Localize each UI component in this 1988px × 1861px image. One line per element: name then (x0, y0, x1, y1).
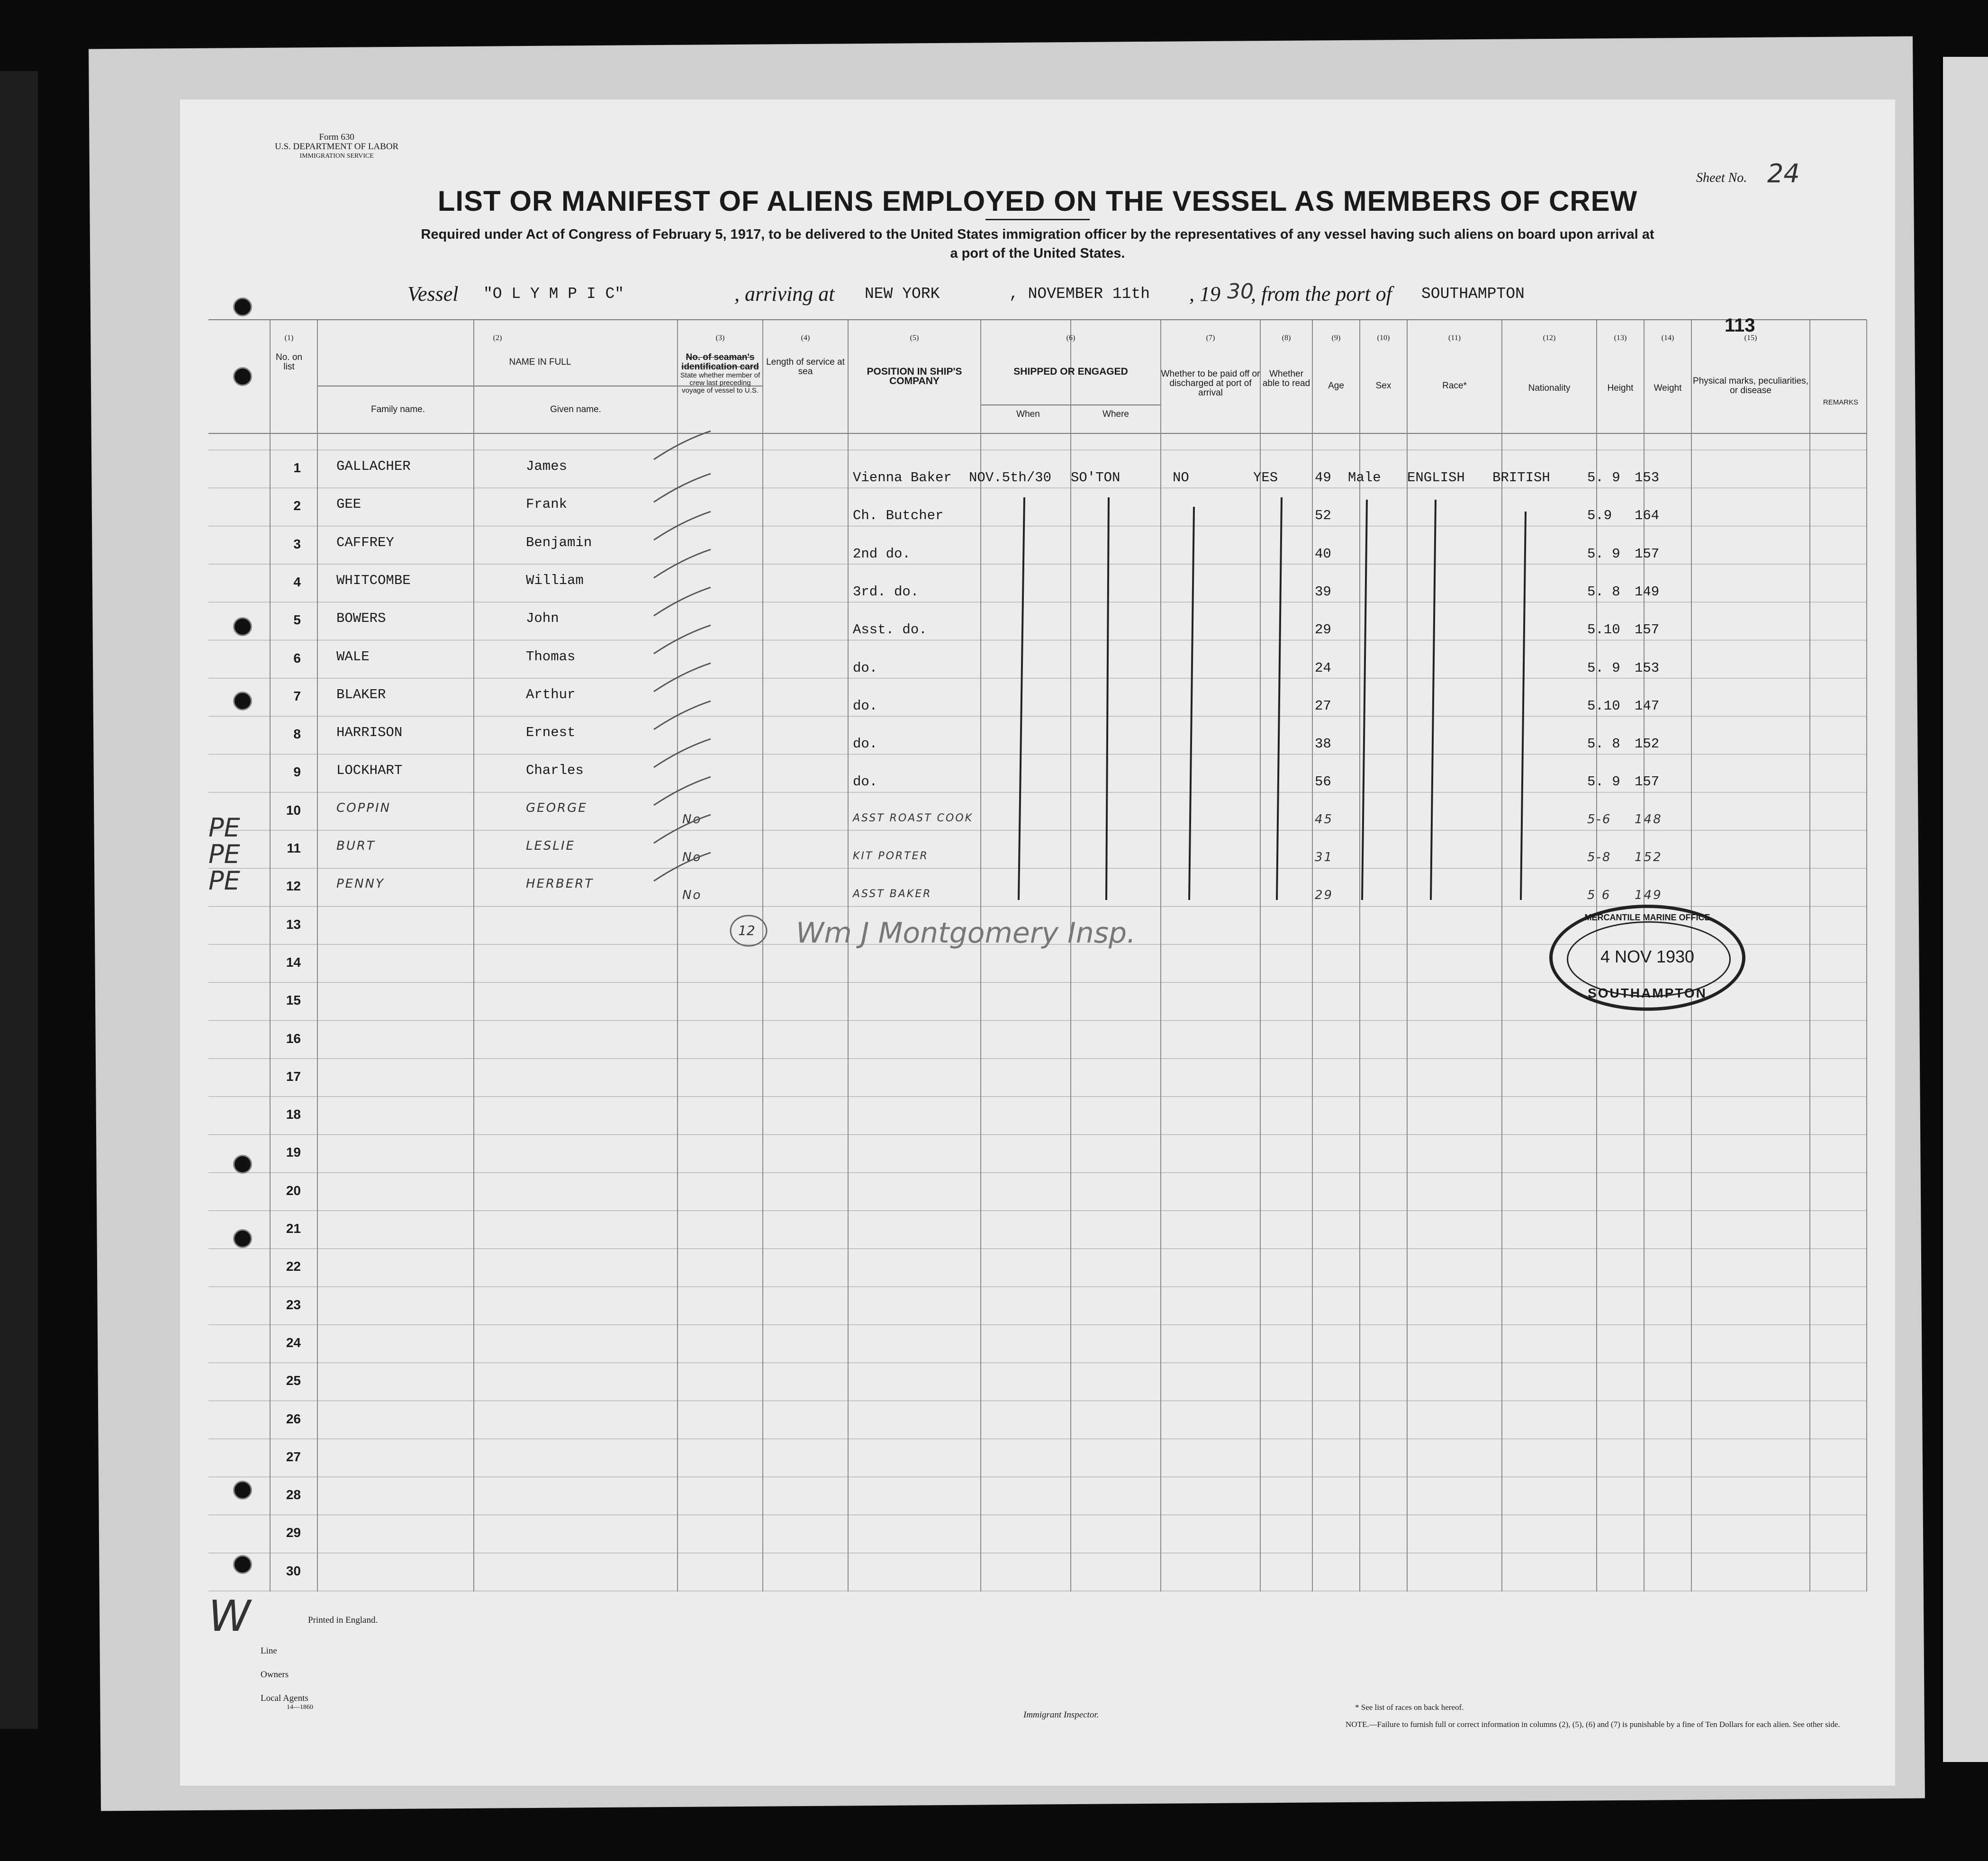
punch-hole (233, 367, 252, 386)
hdr-sex: Sex (1375, 381, 1392, 391)
column-number: (11) (1448, 334, 1461, 342)
position-cell: KIT PORTER (853, 850, 929, 862)
hdr-id-card-note: State whether member of crew last preceding voyage of vessel to U.S. (680, 371, 760, 395)
column-number: (12) (1543, 334, 1556, 342)
age-cell: 45 (1315, 812, 1334, 827)
hdr-paid-off: Whether to be paid off or discharged at port of arrival (1161, 369, 1260, 398)
weight-cell: 153 (1635, 660, 1660, 676)
hdr-name-in-full: NAME IN FULL (509, 357, 571, 367)
column-number: (7) (1206, 334, 1215, 342)
position-cell: ASST BAKER (853, 888, 932, 900)
manifest-number: 113 (1725, 315, 1755, 336)
age-cell: 27 (1315, 698, 1331, 714)
margin-mark-3: PE (208, 866, 240, 896)
row-number: 23 (286, 1297, 301, 1312)
margin-marks (208, 815, 246, 894)
shipped-when-cell: NOV.5th/30 (969, 470, 1052, 485)
film-edge-right (1940, 57, 1988, 1762)
weight-cell: 147 (1635, 698, 1660, 714)
height-cell: 5-6 (1587, 812, 1612, 827)
row-number: 6 (293, 650, 301, 665)
inspector-signature: Wm J Montgomery Insp. (796, 917, 1136, 950)
printed-in-england: Printed in England. (308, 1615, 378, 1625)
age-cell: 49 (1315, 470, 1331, 485)
age-cell: 38 (1315, 736, 1331, 752)
id-card-cell: No (682, 850, 702, 864)
row-number: 3 (293, 536, 301, 551)
stamp-date: 4 NOV 1930 (1600, 947, 1695, 966)
row-number: 8 (293, 727, 301, 742)
row-number: 21 (286, 1221, 301, 1236)
position-cell: Asst. do. (853, 622, 927, 638)
from-port: SOUTHAMPTON (1421, 285, 1525, 303)
weight-cell: 157 (1635, 622, 1660, 638)
weight-cell: 148 (1635, 812, 1663, 827)
row-number: 18 (286, 1107, 301, 1122)
age-cell: 31 (1315, 850, 1334, 864)
nationality-cell: BRITISH (1492, 470, 1550, 485)
punch-hole (233, 1555, 252, 1574)
given-name-cell: HERBERT (526, 877, 594, 891)
row-number: 15 (286, 993, 301, 1008)
row-number: 7 (293, 688, 301, 703)
arriving-label: , arriving at (734, 282, 835, 306)
from-label: , from the port of (1251, 282, 1392, 306)
stamp-top-text: MERCANTILE MARINE OFFICE (1584, 913, 1710, 922)
row-number: 25 (286, 1373, 301, 1388)
height-cell: 5. 9 (1587, 546, 1620, 562)
column-number: (10) (1377, 334, 1390, 342)
hdr-remarks: REMARKS (1823, 398, 1859, 406)
penalty-note: NOTE.—Failure to furnish full or correct information in columns (2), (5), (6) and (7) is punishable by a fine of Ten Dollars for each alien. See other side. (1346, 1720, 1840, 1729)
punch-hole (233, 1481, 252, 1500)
position-cell: 2nd do. (853, 546, 911, 562)
hdr-position: POSITION IN SHIP'S COMPANY (867, 366, 962, 387)
family-name-cell: HARRISON (336, 725, 403, 741)
age-cell: 40 (1315, 546, 1331, 562)
hdr-length-of-service: Length of service at sea (766, 357, 845, 377)
mercantile-marine-stamp (1549, 905, 1745, 1011)
row-number: 4 (293, 574, 301, 589)
hdr-given-name: Given name. (550, 405, 601, 414)
position-cell: do. (853, 774, 878, 790)
column-number: (15) (1744, 334, 1757, 342)
position-cell: do. (853, 698, 878, 714)
year-label: , 19 (1189, 282, 1220, 306)
document-subtitle: Required under Act of Congress of February 5, 1917, to be delivered to the United States immigration officer by the representatives of any vessel having such aliens on board upon arrival at a port of the United States. (421, 227, 1654, 261)
form-number: Form 630 (319, 132, 354, 142)
height-cell: 5. 8 (1587, 584, 1620, 600)
given-name-cell: James (526, 459, 568, 474)
column-number: (5) (910, 334, 919, 342)
row-number: 2 (293, 498, 301, 513)
row-number: 1 (293, 460, 301, 475)
family-name-cell: BOWERS (336, 611, 386, 627)
column-number: (1) (284, 334, 294, 342)
weight-cell: 149 (1635, 888, 1663, 903)
film-edge-left (0, 71, 38, 1729)
family-name-cell: GEE (336, 496, 361, 512)
given-name-cell: William (526, 572, 584, 588)
row-number: 17 (286, 1069, 301, 1084)
column-number: (2) (493, 334, 502, 342)
position-cell: Ch. Butcher (853, 508, 944, 524)
document-title: LIST OR MANIFEST OF ALIENS EMPLOYED ON THE VESSEL AS MEMBERS OF CREW (437, 185, 1638, 217)
age-cell: 56 (1315, 774, 1331, 790)
age-cell: 29 (1315, 622, 1331, 638)
weight-cell: 149 (1635, 584, 1660, 600)
hdr-age: Age (1328, 381, 1344, 391)
hdr-able-to-read: Whether able to read (1262, 369, 1310, 388)
given-name-cell: Benjamin (526, 534, 592, 550)
row-number: 29 (286, 1525, 301, 1540)
hdr-when: When (1016, 409, 1040, 419)
row-number: 11 (287, 841, 301, 855)
row-number: 9 (293, 764, 301, 780)
column-number: (3) (715, 334, 725, 342)
weight-cell: 157 (1635, 774, 1660, 790)
row-number: 26 (286, 1411, 301, 1426)
given-name-cell: GEORGE (526, 800, 587, 815)
sex-cell: Male (1348, 470, 1381, 485)
annotation-count: 12 (738, 923, 755, 938)
vessel-name: "O L Y M P I C" (483, 285, 624, 303)
hdr-id-card-label: No. of seaman's identification card (681, 352, 759, 372)
footer-line: Line (261, 1646, 277, 1656)
punch-hole (233, 297, 252, 316)
punch-hole (233, 692, 252, 710)
arriving-port: NEW YORK (865, 285, 940, 303)
height-cell: 5. 9 (1587, 774, 1620, 790)
id-card-cell: No (682, 888, 702, 903)
row-number: 24 (286, 1335, 301, 1350)
height-cell: 5.10 (1587, 698, 1620, 714)
family-name-cell: WHITCOMBE (336, 572, 411, 588)
row-number: 5 (293, 612, 301, 628)
column-number: (9) (1331, 334, 1341, 342)
able-to-read-cell: YES (1253, 470, 1278, 485)
family-name-cell: GALLACHER (336, 459, 411, 474)
height-cell: 5. 8 (1587, 736, 1620, 752)
hdr-height: Height (1607, 383, 1634, 393)
position-cell: do. (853, 736, 878, 752)
position-cell: ASST ROAST COOK (853, 812, 974, 824)
column-number: (4) (801, 334, 810, 342)
column-number: (13) (1614, 334, 1627, 342)
given-name-cell: John (526, 611, 559, 627)
margin-mark-2: PE (208, 839, 240, 869)
weight-cell: 152 (1635, 736, 1660, 752)
given-name-cell: Arthur (526, 686, 576, 702)
height-cell: 5-8 (1587, 850, 1612, 864)
family-name-cell: LOCKHART (336, 763, 403, 779)
race-cell: ENGLISH (1407, 470, 1465, 485)
age-cell: 39 (1315, 584, 1331, 600)
age-cell: 24 (1315, 660, 1331, 676)
family-name-cell: BLAKER (336, 686, 386, 702)
position-cell: 3rd. do. (853, 584, 919, 600)
row-number: 10 (286, 802, 301, 818)
id-card-cell: No (682, 812, 702, 827)
immigrant-inspector: Immigrant Inspector. (1023, 1710, 1099, 1720)
department: U.S. DEPARTMENT OF LABOR (275, 142, 399, 152)
age-cell: 52 (1315, 508, 1331, 524)
hdr-family-name: Family name. (370, 405, 425, 414)
hdr-physical-marks: Physical marks, peculiarities, or disease (1693, 376, 1808, 396)
races-note: * See list of races on back hereof. (1355, 1703, 1464, 1712)
weight-cell: 153 (1635, 470, 1660, 485)
row-number: 16 (286, 1031, 301, 1046)
hdr-weight: Weight (1654, 383, 1682, 393)
punch-hole (233, 617, 252, 636)
manifest-page (180, 99, 1895, 1786)
position-cell: do. (853, 660, 878, 676)
family-name-cell: PENNY (336, 877, 385, 891)
given-name-cell: LESLIE (526, 839, 575, 853)
footer-owners: Owners (261, 1670, 289, 1680)
row-number: 20 (286, 1183, 301, 1198)
hdr-race: Race* (1442, 381, 1467, 391)
footer-agents-code: 14—1860 (287, 1704, 313, 1711)
paid-off-cell: NO (1173, 470, 1189, 485)
vessel-label: Vessel (407, 282, 459, 306)
arrival-date: , NOVEMBER 11th (1009, 285, 1150, 303)
hdr-no-on-list: No. on list (276, 352, 302, 372)
column-number: (6) (1066, 334, 1075, 342)
weight-cell: 157 (1635, 546, 1660, 562)
column-number: (8) (1282, 334, 1291, 342)
stamp-bottom-text: SOUTHAMPTON (1588, 986, 1707, 1000)
height-cell: 5.9 (1587, 508, 1612, 524)
weight-cell: 152 (1635, 850, 1663, 864)
row-number: 12 (286, 879, 301, 894)
height-cell: 5. 9 (1587, 470, 1620, 485)
row-number: 19 (286, 1145, 301, 1160)
footer-local-agents: Local Agents (261, 1693, 308, 1703)
height-cell: 5. 9 (1587, 660, 1620, 676)
sheet-label: Sheet No. (1696, 171, 1747, 185)
hdr-shipped: SHIPPED OR ENGAGED (1013, 366, 1128, 377)
given-name-cell: Thomas (526, 648, 576, 665)
row-number: 22 (286, 1259, 301, 1274)
age-cell: 29 (1315, 888, 1334, 903)
hdr-where: Where (1102, 409, 1129, 419)
service: IMMIGRATION SERVICE (299, 153, 374, 160)
family-name-cell: WALE (336, 648, 370, 665)
year-value: 30 (1227, 279, 1254, 304)
family-name-cell: CAFFREY (336, 534, 394, 550)
given-name-cell: Ernest (526, 725, 576, 741)
row-number: 30 (286, 1563, 301, 1578)
height-cell: 5.10 (1587, 622, 1620, 638)
height-cell: 5 6 (1587, 888, 1611, 903)
given-name-cell: Frank (526, 496, 568, 512)
row-number: 14 (286, 954, 301, 970)
given-name-cell: Charles (526, 763, 584, 779)
punch-hole (233, 1155, 252, 1174)
column-number: (14) (1661, 334, 1674, 342)
position-cell: Vienna Baker (853, 470, 952, 485)
row-number: 28 (286, 1487, 301, 1502)
family-name-cell: COPPIN (336, 800, 391, 815)
family-name-cell: BURT (336, 839, 376, 853)
sheet-number: 24 (1767, 159, 1800, 189)
margin-mark-1: PE (208, 813, 240, 843)
punch-hole (233, 1229, 252, 1248)
row-number: 13 (286, 917, 301, 932)
shipped-where-cell: SO'TON (1071, 470, 1121, 485)
margin-initial: W (208, 1591, 251, 1641)
weight-cell: 164 (1635, 508, 1660, 524)
row-number: 27 (286, 1449, 301, 1464)
hdr-nationality: Nationality (1528, 383, 1571, 393)
